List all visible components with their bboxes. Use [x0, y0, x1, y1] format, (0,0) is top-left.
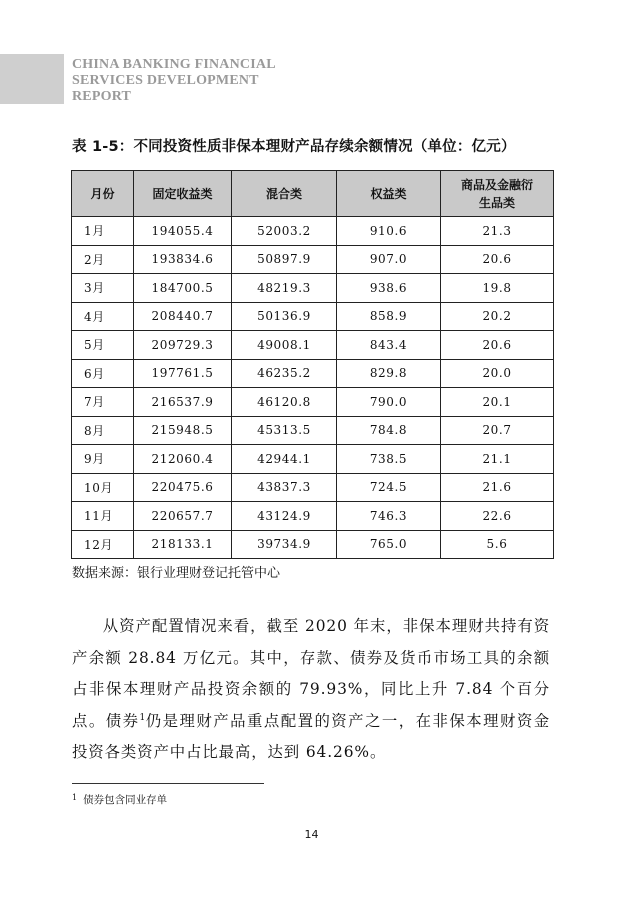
table-cell: 50136.9 — [232, 302, 337, 331]
table-row — [72, 530, 554, 559]
paragraph-text: 仍是理财产品重点配置的资产之一，在非保本理财资金投资各类资产中占比最高，达到 64.26%。 — [72, 711, 550, 761]
table-row — [72, 302, 554, 331]
table-cell: 11月 — [72, 502, 134, 531]
table-cell: 43837.3 — [232, 473, 337, 502]
table-header-row — [72, 171, 554, 217]
table-cell: 738.5 — [337, 445, 441, 474]
table-cell: 3月 — [72, 274, 134, 303]
table-cell: 9月 — [72, 445, 134, 474]
table-row — [72, 359, 554, 388]
table-cell: 49008.1 — [232, 331, 337, 360]
paragraph-text: 从资产配置情况来看，截至 2020 年末，非保本理财共持有资产余额 28.84 万亿元。其中，存款、债券及货币市场工具的余额占非保本理财产品投资余额的 79.93%，同比上升 7.84 个百分点。债券 — [72, 617, 550, 730]
table-cell: 10月 — [72, 473, 134, 502]
report-header-line: REPORT — [72, 89, 132, 104]
report-header-line: CHINA BANKING FINANCIAL — [72, 57, 276, 72]
footnote-divider — [72, 783, 264, 784]
table-cell: 2月 — [72, 245, 134, 274]
table-cell: 215948.5 — [134, 416, 232, 445]
table-row — [72, 217, 554, 246]
table-cell: 910.6 — [337, 217, 441, 246]
table-cell: 218133.1 — [134, 530, 232, 559]
table-cell: 829.8 — [337, 359, 441, 388]
table-row — [72, 416, 554, 445]
table-cell: 52003.2 — [232, 217, 337, 246]
table-cell: 208440.7 — [134, 302, 232, 331]
table-cell: 21.1 — [441, 445, 554, 474]
footnote — [72, 791, 167, 807]
column-header: 混合类 — [232, 171, 337, 217]
table-cell: 220475.6 — [134, 473, 232, 502]
table-cell: 858.9 — [337, 302, 441, 331]
column-header: 固定收益类 — [134, 171, 232, 217]
table-cell: 20.2 — [441, 302, 554, 331]
table-row — [72, 445, 554, 474]
report-header-line: SERVICES DEVELOPMENT — [72, 73, 259, 88]
column-header: 商品及金融衍生品类 — [441, 171, 554, 217]
table-cell: 20.1 — [441, 388, 554, 417]
table-cell: 790.0 — [337, 388, 441, 417]
table-row — [72, 245, 554, 274]
column-header: 权益类 — [337, 171, 441, 217]
table-cell: 20.6 — [441, 331, 554, 360]
table-cell: 220657.7 — [134, 502, 232, 531]
table-cell: 43124.9 — [232, 502, 337, 531]
table-cell: 1月 — [72, 217, 134, 246]
table-cell: 7月 — [72, 388, 134, 417]
page-number: 14 — [304, 828, 319, 841]
table-cell: 216537.9 — [134, 388, 232, 417]
table-cell: 12月 — [72, 530, 134, 559]
footnote-mark: 1 — [72, 793, 78, 802]
table-cell: 184700.5 — [134, 274, 232, 303]
table-row — [72, 331, 554, 360]
table-cell: 765.0 — [337, 530, 441, 559]
table-cell: 209729.3 — [134, 331, 232, 360]
table-cell: 197761.5 — [134, 359, 232, 388]
table-cell: 4月 — [72, 302, 134, 331]
body-paragraph — [72, 611, 550, 769]
table-cell: 21.3 — [441, 217, 554, 246]
table-cell: 843.4 — [337, 331, 441, 360]
report-header — [72, 57, 372, 105]
footnote-reference: 1 — [139, 712, 146, 723]
data-source: 数据来源：银行业理财登记托管中心 — [72, 566, 281, 581]
table-cell: 5.6 — [441, 530, 554, 559]
table-cell: 21.6 — [441, 473, 554, 502]
table-cell: 19.8 — [441, 274, 554, 303]
table-row — [72, 388, 554, 417]
table-cell: 46235.2 — [232, 359, 337, 388]
table-cell: 48219.3 — [232, 274, 337, 303]
table-cell: 194055.4 — [134, 217, 232, 246]
column-header: 月份 — [72, 171, 134, 217]
table-cell: 20.0 — [441, 359, 554, 388]
footnote-text: 债券包含同业存单 — [83, 794, 168, 806]
table-cell: 8月 — [72, 416, 134, 445]
table-cell: 724.5 — [337, 473, 441, 502]
table-cell: 784.8 — [337, 416, 441, 445]
table-caption: 表 1-5：不同投资性质非保本理财产品存续余额情况（单位：亿元） — [72, 139, 516, 155]
table-cell: 938.6 — [337, 274, 441, 303]
table-cell: 5月 — [72, 331, 134, 360]
table-cell: 6月 — [72, 359, 134, 388]
table-row — [72, 473, 554, 502]
table-cell: 46120.8 — [232, 388, 337, 417]
table-cell: 907.0 — [337, 245, 441, 274]
table-cell: 212060.4 — [134, 445, 232, 474]
data-table — [71, 170, 554, 559]
table-row — [72, 274, 554, 303]
table-cell: 20.7 — [441, 416, 554, 445]
table-cell: 39734.9 — [232, 530, 337, 559]
table-row — [72, 502, 554, 531]
table-cell: 50897.9 — [232, 245, 337, 274]
table-body — [72, 217, 554, 559]
table-cell: 45313.5 — [232, 416, 337, 445]
header-corner-block — [0, 54, 64, 104]
table-cell: 20.6 — [441, 245, 554, 274]
table-cell: 746.3 — [337, 502, 441, 531]
table-cell: 42944.1 — [232, 445, 337, 474]
table-cell: 22.6 — [441, 502, 554, 531]
table-cell: 193834.6 — [134, 245, 232, 274]
